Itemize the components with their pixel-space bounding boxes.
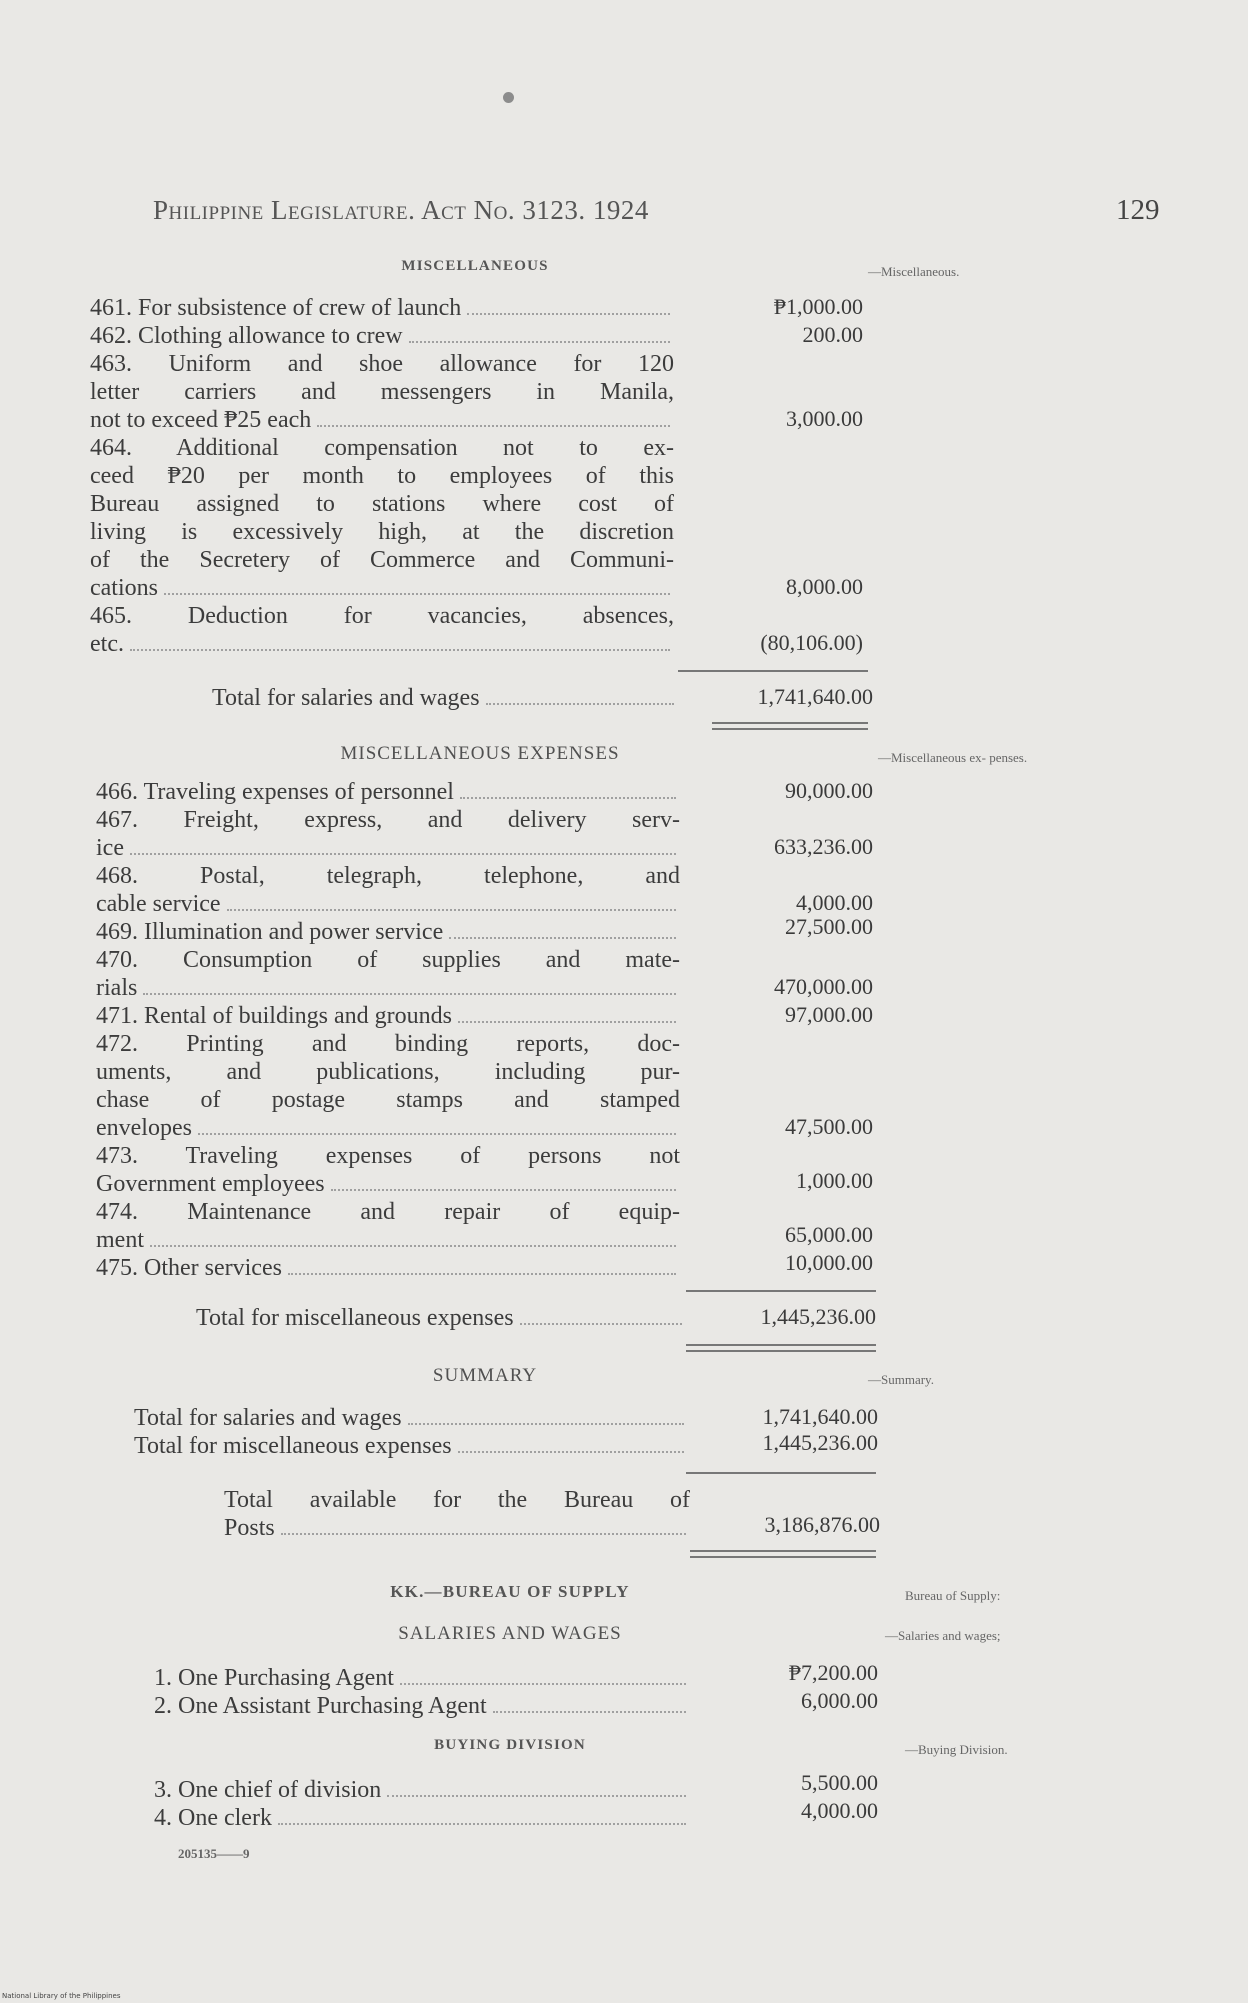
item-text: envelopes	[96, 1115, 192, 1141]
amount: 6,000.00	[801, 1688, 878, 1713]
dot-leader	[409, 341, 670, 343]
dot-leader	[460, 797, 676, 799]
total-double-rule	[686, 1344, 876, 1352]
amount: ₱1,000.00	[773, 294, 863, 319]
item-text-line: 465. Deduction for vacancies, absences,	[90, 603, 674, 629]
item-text-line: 473. Traveling expenses of persons not	[96, 1143, 680, 1169]
item-text: Total for salaries and wages	[212, 685, 480, 711]
item-text-line: 464. Additional compensation not to ex-	[90, 435, 674, 461]
item-text-line-last	[96, 1170, 680, 1198]
section-salaries-and-wages: SALARIES AND WAGES	[398, 1623, 622, 1644]
item-text-line: Bureau assigned to stations where cost of	[90, 491, 674, 517]
amount: 5,500.00	[801, 1770, 878, 1795]
section-misc-expenses: MISCELLANEOUS EXPENSES	[340, 743, 620, 764]
dot-leader	[449, 937, 676, 939]
item-text-line-last	[134, 1404, 688, 1432]
item-text: Total for miscellaneous expenses	[196, 1305, 514, 1331]
dot-leader	[408, 1423, 684, 1425]
running-header: Philippine Legislature. Act No. 3123. 1924	[153, 195, 649, 225]
amount: 4,000.00	[801, 1798, 878, 1823]
list-item	[154, 1664, 690, 1692]
list-item	[90, 294, 674, 322]
signature-mark: 205135——9	[178, 1846, 250, 1861]
total-line	[212, 684, 678, 712]
item-text: 475. Other services	[96, 1255, 282, 1281]
subtotal-rule	[686, 1290, 876, 1292]
amount: ₱7,200.00	[788, 1660, 878, 1685]
dot-leader	[331, 1189, 676, 1191]
item-text-line-last	[154, 1692, 690, 1720]
list-item	[154, 1692, 690, 1720]
item-text: Government employees	[96, 1171, 325, 1197]
list-item	[96, 1198, 680, 1254]
item-text-line-last	[154, 1804, 690, 1832]
list-item	[96, 1002, 680, 1030]
section-bureau-of-supply: KK.—BUREAU OF SUPPLY	[390, 1582, 630, 1601]
list-item	[90, 602, 674, 658]
page-number: 129	[1116, 194, 1160, 226]
margin-note-text: —Miscellaneous ex- penses.	[878, 750, 1028, 765]
item-text-line-last	[96, 1002, 680, 1030]
item-text: 2. One Assistant Purchasing Agent	[154, 1693, 487, 1719]
item-text: 469. Illumination and power service	[96, 919, 444, 945]
summary-line	[134, 1432, 688, 1460]
section-buying-division: BUYING DIVISION	[434, 1737, 586, 1753]
list-item	[96, 806, 680, 862]
list-item	[96, 862, 680, 918]
item-text: cations	[90, 575, 158, 601]
item-text: 3. One chief of division	[154, 1777, 382, 1803]
item-text-line: of the Secretery of Commerce and Communi-	[90, 547, 674, 573]
dot-leader	[520, 1323, 682, 1325]
item-text-line-last	[196, 1304, 686, 1332]
item-text: 471. Rental of buildings and grounds	[96, 1003, 452, 1029]
item-text-line: living is excessively high, at the discretion	[90, 519, 674, 545]
amount: 1,000.00	[796, 1168, 873, 1193]
item-text-line-last	[154, 1664, 690, 1692]
margin-note-summary: —Summary.	[868, 1372, 934, 1387]
amount: 633,236.00	[774, 834, 873, 859]
dot-leader	[130, 649, 670, 651]
margin-note-salaries: —Salaries and wages;	[885, 1628, 1001, 1643]
item-text-line-last	[154, 1776, 690, 1804]
dot-leader	[458, 1451, 684, 1453]
list-item	[96, 1142, 680, 1198]
item-text-line-last	[96, 1254, 680, 1282]
list-item	[96, 778, 680, 806]
total-line	[196, 1304, 686, 1332]
dot-leader	[467, 313, 670, 315]
dot-leader	[458, 1021, 676, 1023]
dot-leader	[486, 703, 674, 705]
amount: 47,500.00	[785, 1114, 873, 1139]
amount: 8,000.00	[786, 574, 863, 599]
amount: 65,000.00	[785, 1222, 873, 1247]
item-text-line: 467. Freight, express, and delivery serv-	[96, 807, 680, 833]
summary-rule	[686, 1472, 876, 1474]
dot-leader	[317, 425, 670, 427]
item-text-line: uments, and publications, including pur-	[96, 1059, 680, 1085]
margin-note-misc-expenses	[878, 750, 1068, 765]
item-text-line: 474. Maintenance and repair of equip-	[96, 1199, 680, 1225]
item-text-line-last	[90, 406, 674, 434]
item-text-line: 468. Postal, telegraph, telephone, and	[96, 863, 680, 889]
amount: 4,000.00	[796, 890, 873, 915]
item-text-line: chase of postage stamps and stamped	[96, 1087, 680, 1113]
summary-line	[134, 1404, 688, 1432]
dot-leader	[278, 1823, 686, 1825]
item-text-line-last	[134, 1432, 688, 1460]
list-item	[96, 918, 680, 946]
item-text: Total for salaries and wages	[134, 1405, 402, 1431]
amount: 97,000.00	[785, 1002, 873, 1027]
item-text-line: 470. Consumption of supplies and mate-	[96, 947, 680, 973]
item-text: ment	[96, 1227, 144, 1253]
item-text-line-last	[96, 918, 680, 946]
margin-note-bureau-of-supply: Bureau of Supply:	[905, 1588, 1001, 1603]
item-text: not to exceed ₱25 each	[90, 407, 312, 433]
item-text-line-last	[96, 834, 680, 862]
list-item	[90, 350, 674, 434]
grand-total-amount: 3,186,876.00	[764, 1512, 880, 1537]
item-text-line-last	[90, 294, 674, 322]
dot-leader	[400, 1683, 686, 1685]
source-credit: National Library of the Philippines	[2, 1992, 121, 2000]
ink-dot	[503, 92, 514, 103]
item-text-line-last	[90, 630, 674, 658]
item-text: rials	[96, 975, 138, 1001]
dot-leader	[288, 1273, 676, 1275]
item-text-line: ceed ₱20 per month to employees of this	[90, 463, 674, 489]
item-text-line-last	[96, 1226, 680, 1254]
subtotal-rule	[678, 670, 868, 672]
dot-leader	[227, 909, 676, 911]
amount: 10,000.00	[785, 1250, 873, 1275]
list-item	[96, 946, 680, 1002]
dot-leader	[493, 1711, 686, 1713]
list-item	[154, 1804, 690, 1832]
item-text-line: letter carriers and messengers in Manila,	[90, 379, 674, 405]
dot-leader	[198, 1133, 676, 1135]
item-text-line: 463. Uniform and shoe allowance for 120	[90, 351, 674, 377]
grand-total-line	[224, 1486, 690, 1542]
amount: 3,000.00	[786, 406, 863, 431]
dot-leader	[281, 1533, 686, 1535]
total-amount: 1,445,236.00	[760, 1304, 876, 1329]
item-text: 4. One clerk	[154, 1805, 272, 1831]
list-item	[90, 322, 674, 350]
item-text-line: Total available for the Bureau of	[224, 1487, 690, 1513]
margin-note-miscellaneous: —Miscellaneous.	[868, 264, 960, 279]
item-text-line-last	[212, 684, 678, 712]
item-text: etc.	[90, 631, 124, 657]
list-item	[90, 434, 674, 602]
total-double-rule	[690, 1550, 876, 1558]
list-item	[96, 1030, 680, 1142]
section-miscellaneous: MISCELLANEOUS	[401, 258, 549, 274]
amount: 200.00	[802, 322, 863, 347]
dot-leader	[143, 993, 676, 995]
total-amount: 1,741,640.00	[757, 684, 873, 709]
item-text-line-last	[90, 322, 674, 350]
item-text-line-last	[96, 974, 680, 1002]
list-item	[154, 1776, 690, 1804]
section-summary: SUMMARY	[432, 1365, 538, 1386]
item-text-line-last	[96, 778, 680, 806]
item-text: 1. One Purchasing Agent	[154, 1665, 394, 1691]
dot-leader	[130, 853, 676, 855]
amount: 27,500.00	[785, 914, 873, 939]
summary-amount: 1,741,640.00	[762, 1404, 878, 1429]
amount: (80,106.00)	[760, 630, 863, 655]
item-text: ice	[96, 835, 124, 861]
amount: 90,000.00	[785, 778, 873, 803]
dot-leader	[164, 593, 670, 595]
item-text: Total for miscellaneous expenses	[134, 1433, 452, 1459]
item-text: cable service	[96, 891, 221, 917]
item-text-line-last	[96, 1114, 680, 1142]
summary-amount: 1,445,236.00	[762, 1430, 878, 1455]
dot-leader	[387, 1795, 686, 1797]
item-text: 462. Clothing allowance to crew	[90, 323, 403, 349]
dot-leader	[150, 1245, 676, 1247]
item-text-line-last	[90, 574, 674, 602]
item-text: 466. Traveling expenses of personnel	[96, 779, 454, 805]
item-text: Posts	[224, 1515, 275, 1541]
item-text: 461. For subsistence of crew of launch	[90, 295, 462, 321]
margin-note-buying: —Buying Division.	[905, 1742, 1008, 1757]
total-double-rule	[712, 722, 868, 730]
amount: 470,000.00	[774, 974, 873, 999]
item-text-line: 472. Printing and binding reports, doc-	[96, 1031, 680, 1057]
list-item	[96, 1254, 680, 1282]
item-text-line-last	[224, 1514, 690, 1542]
item-text-line-last	[96, 890, 680, 918]
